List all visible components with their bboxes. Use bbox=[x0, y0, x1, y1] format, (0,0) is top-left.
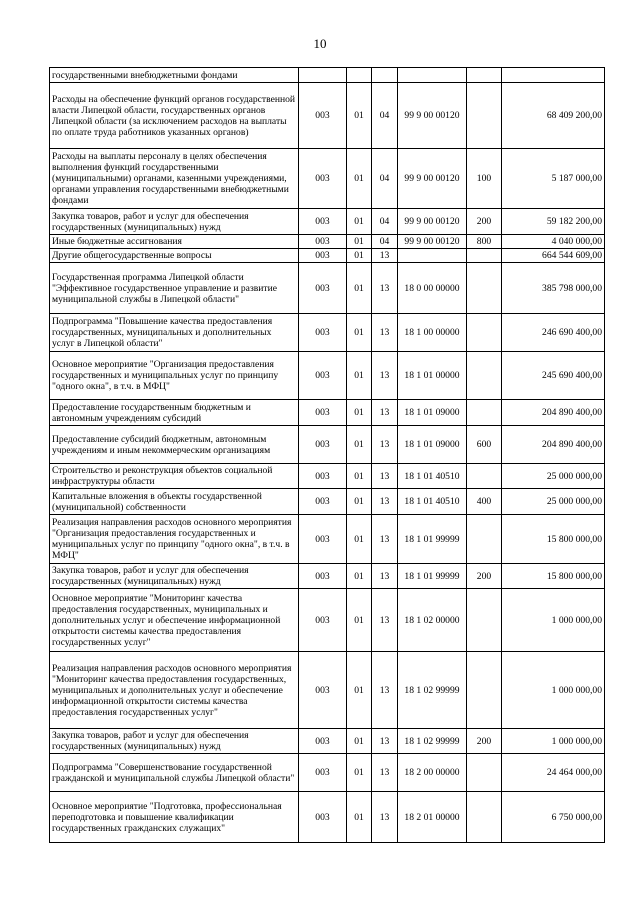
section-code: 01 bbox=[347, 352, 372, 400]
section-code: 01 bbox=[347, 263, 372, 314]
expense-type-code bbox=[467, 589, 502, 652]
expense-name: Предоставление субсидий бюджетным, автономным учреждениям и иным некоммерческим организациям bbox=[50, 426, 299, 464]
expense-name: Реализация направления расходов основного мероприятия "Мониторинг качества предоставления государственных, муниципальных и дополнительных услуг и обеспечение информационной открытости системы качества предоставления государственных услуг" bbox=[50, 652, 299, 729]
section-code: 01 bbox=[347, 564, 372, 589]
section-code: 01 bbox=[347, 729, 372, 754]
section-code bbox=[347, 68, 372, 83]
grbs-code: 003 bbox=[299, 564, 347, 589]
grbs-code: 003 bbox=[299, 83, 347, 149]
subsection-code: 13 bbox=[372, 464, 398, 489]
table-row bbox=[50, 68, 605, 83]
target-article-code: 18 1 02 99999 bbox=[398, 729, 467, 754]
expense-type-code bbox=[467, 83, 502, 149]
grbs-code: 003 bbox=[299, 249, 347, 263]
subsection-code: 13 bbox=[372, 314, 398, 352]
amount: 59 182 200,00 bbox=[502, 209, 605, 235]
section-code: 01 bbox=[347, 754, 372, 792]
section-code: 01 bbox=[347, 314, 372, 352]
expense-name: Предоставление государственным бюджетным и автономным учреждениям субсидий bbox=[50, 400, 299, 426]
grbs-code: 003 bbox=[299, 149, 347, 209]
grbs-code: 003 bbox=[299, 352, 347, 400]
expense-name: Иные бюджетные ассигнования bbox=[50, 235, 299, 249]
amount: 25 000 000,00 bbox=[502, 489, 605, 515]
budget-table bbox=[49, 67, 605, 843]
table-row bbox=[50, 464, 605, 489]
grbs-code: 003 bbox=[299, 314, 347, 352]
grbs-code bbox=[299, 68, 347, 83]
subsection-code bbox=[372, 68, 398, 83]
expense-type-code bbox=[467, 652, 502, 729]
table-row bbox=[50, 426, 605, 464]
table-row bbox=[50, 263, 605, 314]
expense-type-code: 400 bbox=[467, 489, 502, 515]
section-code: 01 bbox=[347, 792, 372, 843]
target-article-code: 99 9 00 00120 bbox=[398, 235, 467, 249]
amount: 204 890 400,00 bbox=[502, 400, 605, 426]
amount: 664 544 609,00 bbox=[502, 249, 605, 263]
expense-name: Реализация направления расходов основного мероприятия "Организация предоставления государственных и муниципальных услуг по принципу "одного окна", в т.ч. в МФЦ" bbox=[50, 515, 299, 564]
amount: 1 000 000,00 bbox=[502, 729, 605, 754]
amount: 204 890 400,00 bbox=[502, 426, 605, 464]
section-code: 01 bbox=[347, 426, 372, 464]
expense-name: государственными внебюджетными фондами bbox=[50, 68, 299, 83]
expense-name: Основное мероприятие "Организация предоставления государственных и муниципальных услуг по принципу "одного окна", в т.ч. в МФЦ" bbox=[50, 352, 299, 400]
expense-name: Закупка товаров, работ и услуг для обеспечения государственных (муниципальных) нужд bbox=[50, 564, 299, 589]
subsection-code: 13 bbox=[372, 589, 398, 652]
amount: 385 798 000,00 bbox=[502, 263, 605, 314]
section-code: 01 bbox=[347, 464, 372, 489]
target-article-code bbox=[398, 68, 467, 83]
expense-name: Закупка товаров, работ и услуг для обеспечения государственных (муниципальных) нужд bbox=[50, 209, 299, 235]
expense-type-code bbox=[467, 792, 502, 843]
amount: 245 690 400,00 bbox=[502, 352, 605, 400]
target-article-code: 18 2 01 00000 bbox=[398, 792, 467, 843]
expense-type-code bbox=[467, 352, 502, 400]
table-row bbox=[50, 235, 605, 249]
subsection-code: 13 bbox=[372, 515, 398, 564]
grbs-code: 003 bbox=[299, 263, 347, 314]
grbs-code: 003 bbox=[299, 729, 347, 754]
subsection-code: 13 bbox=[372, 426, 398, 464]
table-row bbox=[50, 489, 605, 515]
subsection-code: 13 bbox=[372, 400, 398, 426]
target-article-code: 18 1 01 99999 bbox=[398, 564, 467, 589]
grbs-code: 003 bbox=[299, 235, 347, 249]
target-article-code: 18 1 01 09000 bbox=[398, 426, 467, 464]
section-code: 01 bbox=[347, 400, 372, 426]
grbs-code: 003 bbox=[299, 400, 347, 426]
target-article-code: 18 1 02 99999 bbox=[398, 652, 467, 729]
section-code: 01 bbox=[347, 83, 372, 149]
amount: 24 464 000,00 bbox=[502, 754, 605, 792]
expense-name: Основное мероприятие "Мониторинг качества предоставления государственных, муниципальных и дополнительных услуг и обеспечение информационной открытости системы качества предоставления государственных услуг" bbox=[50, 589, 299, 652]
target-article-code: 99 9 00 00120 bbox=[398, 83, 467, 149]
grbs-code: 003 bbox=[299, 754, 347, 792]
amount: 25 000 000,00 bbox=[502, 464, 605, 489]
target-article-code: 18 1 01 99999 bbox=[398, 515, 467, 564]
table-row bbox=[50, 729, 605, 754]
grbs-code: 003 bbox=[299, 209, 347, 235]
expense-type-code bbox=[467, 400, 502, 426]
target-article-code: 99 9 00 00120 bbox=[398, 209, 467, 235]
target-article-code: 18 0 00 00000 bbox=[398, 263, 467, 314]
subsection-code: 04 bbox=[372, 209, 398, 235]
table-row bbox=[50, 149, 605, 209]
subsection-code: 13 bbox=[372, 489, 398, 515]
table-row bbox=[50, 515, 605, 564]
expense-name: Капитальные вложения в объекты государственной (муниципальной) собственности bbox=[50, 489, 299, 515]
subsection-code: 13 bbox=[372, 352, 398, 400]
section-code: 01 bbox=[347, 589, 372, 652]
target-article-code bbox=[398, 249, 467, 263]
expense-type-code bbox=[467, 754, 502, 792]
target-article-code: 99 9 00 00120 bbox=[398, 149, 467, 209]
table-row bbox=[50, 209, 605, 235]
expense-type-code bbox=[467, 263, 502, 314]
amount: 246 690 400,00 bbox=[502, 314, 605, 352]
subsection-code: 13 bbox=[372, 792, 398, 843]
expense-name: Государственная программа Липецкой области "Эффективное государственное управление и развитие муниципальной службы в Липецкой области" bbox=[50, 263, 299, 314]
expense-name: Подпрограмма "Совершенствование государственной гражданской и муниципальной службы Липецкой области" bbox=[50, 754, 299, 792]
grbs-code: 003 bbox=[299, 515, 347, 564]
amount: 5 187 000,00 bbox=[502, 149, 605, 209]
section-code: 01 bbox=[347, 652, 372, 729]
target-article-code: 18 1 01 40510 bbox=[398, 489, 467, 515]
expense-type-code bbox=[467, 314, 502, 352]
expense-type-code bbox=[467, 515, 502, 564]
amount: 68 409 200,00 bbox=[502, 83, 605, 149]
table-row bbox=[50, 792, 605, 843]
expense-type-code: 200 bbox=[467, 729, 502, 754]
subsection-code: 04 bbox=[372, 235, 398, 249]
expense-type-code: 200 bbox=[467, 209, 502, 235]
table-row bbox=[50, 589, 605, 652]
section-code: 01 bbox=[347, 149, 372, 209]
expense-name: Основное мероприятие "Подготовка, профессиональная переподготовка и повышение квалификации государственных гражданских служащих" bbox=[50, 792, 299, 843]
target-article-code: 18 1 02 00000 bbox=[398, 589, 467, 652]
table-row bbox=[50, 400, 605, 426]
amount: 4 040 000,00 bbox=[502, 235, 605, 249]
expense-name: Закупка товаров, работ и услуг для обеспечения государственных (муниципальных) нужд bbox=[50, 729, 299, 754]
table-row bbox=[50, 249, 605, 263]
table-row bbox=[50, 652, 605, 729]
table-row bbox=[50, 314, 605, 352]
expense-type-code bbox=[467, 464, 502, 489]
expense-type-code bbox=[467, 68, 502, 83]
expense-type-code: 600 bbox=[467, 426, 502, 464]
expense-type-code: 800 bbox=[467, 235, 502, 249]
amount: 6 750 000,00 bbox=[502, 792, 605, 843]
grbs-code: 003 bbox=[299, 652, 347, 729]
target-article-code: 18 2 00 00000 bbox=[398, 754, 467, 792]
subsection-code: 04 bbox=[372, 83, 398, 149]
table-row bbox=[50, 83, 605, 149]
amount: 1 000 000,00 bbox=[502, 652, 605, 729]
target-article-code: 18 1 01 09000 bbox=[398, 400, 467, 426]
target-article-code: 18 1 01 40510 bbox=[398, 464, 467, 489]
grbs-code: 003 bbox=[299, 426, 347, 464]
page-number: 10 bbox=[313, 36, 327, 51]
subsection-code: 13 bbox=[372, 249, 398, 263]
subsection-code: 13 bbox=[372, 564, 398, 589]
subsection-code: 13 bbox=[372, 729, 398, 754]
subsection-code: 13 bbox=[372, 652, 398, 729]
amount: 15 800 000,00 bbox=[502, 564, 605, 589]
expense-type-code bbox=[467, 249, 502, 263]
amount bbox=[502, 68, 605, 83]
subsection-code: 13 bbox=[372, 754, 398, 792]
amount: 15 800 000,00 bbox=[502, 515, 605, 564]
expense-name: Расходы на выплаты персоналу в целях обеспечения выполнения функций государственными (муниципальными) органами, казенными учреждениями, органами управления государственными внебюджетными фондами bbox=[50, 149, 299, 209]
grbs-code: 003 bbox=[299, 489, 347, 515]
table-row bbox=[50, 352, 605, 400]
target-article-code: 18 1 01 00000 bbox=[398, 352, 467, 400]
expense-name: Другие общегосударственные вопросы bbox=[50, 249, 299, 263]
table-row bbox=[50, 564, 605, 589]
expense-name: Строительство и реконструкция объектов социальной инфраструктуры области bbox=[50, 464, 299, 489]
section-code: 01 bbox=[347, 249, 372, 263]
section-code: 01 bbox=[347, 235, 372, 249]
section-code: 01 bbox=[347, 515, 372, 564]
expense-type-code: 200 bbox=[467, 564, 502, 589]
target-article-code: 18 1 00 00000 bbox=[398, 314, 467, 352]
expense-name: Расходы на обеспечение функций органов государственной власти Липецкой области, государственных органов Липецкой области (за исключением расходов на выплаты по оплате труда работников указанных органов) bbox=[50, 83, 299, 149]
section-code: 01 bbox=[347, 209, 372, 235]
expense-name: Подпрограмма "Повышение качества предоставления государственных, муниципальных и дополнительных услуг в Липецкой области" bbox=[50, 314, 299, 352]
grbs-code: 003 bbox=[299, 464, 347, 489]
amount: 1 000 000,00 bbox=[502, 589, 605, 652]
table-row bbox=[50, 754, 605, 792]
grbs-code: 003 bbox=[299, 792, 347, 843]
section-code: 01 bbox=[347, 489, 372, 515]
grbs-code: 003 bbox=[299, 589, 347, 652]
expense-type-code: 100 bbox=[467, 149, 502, 209]
subsection-code: 04 bbox=[372, 149, 398, 209]
subsection-code: 13 bbox=[372, 263, 398, 314]
